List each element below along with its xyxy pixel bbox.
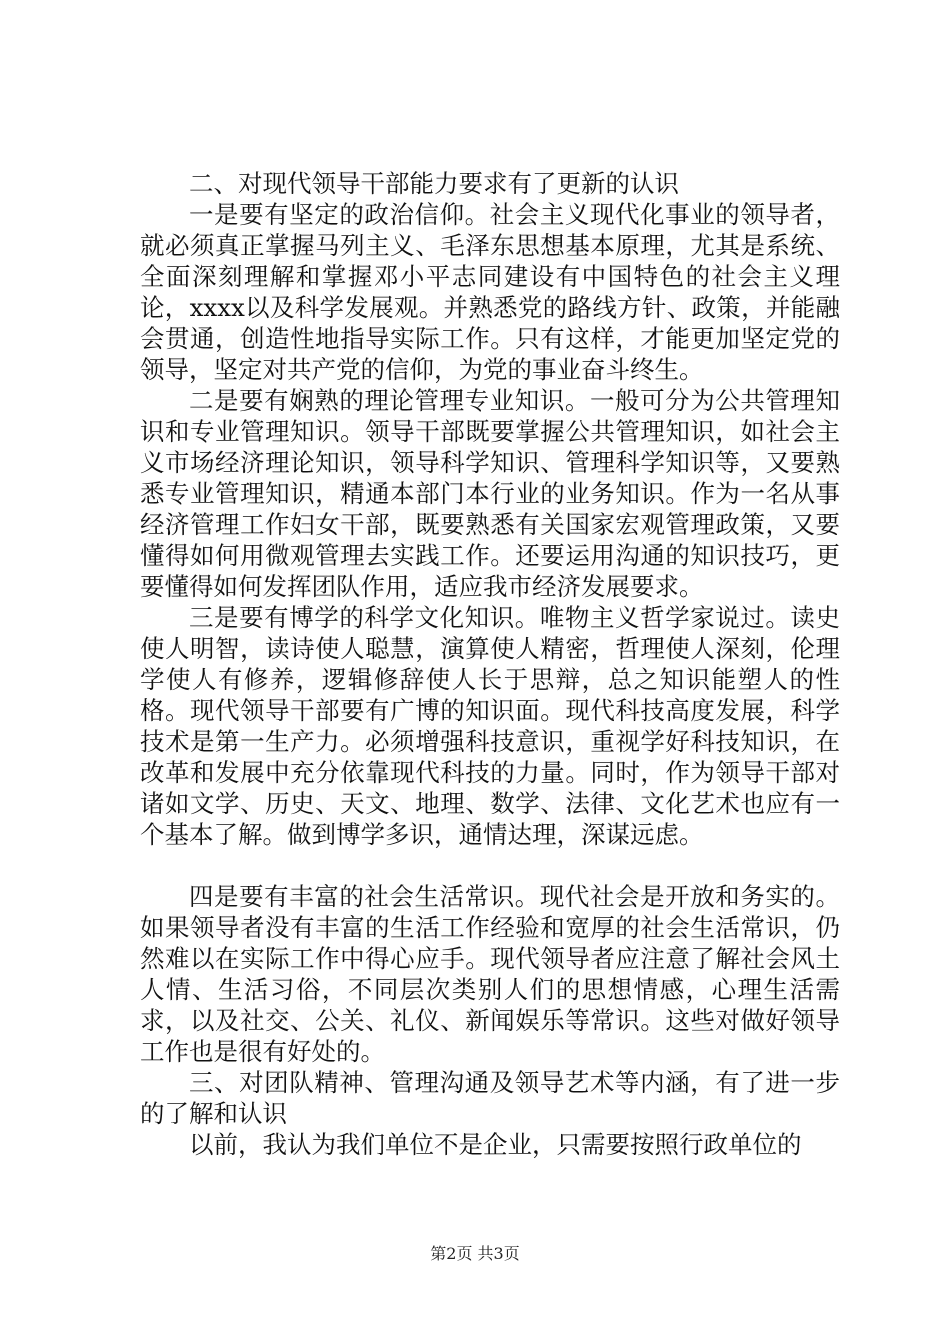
paragraph-previous-view: 以前，我认为我们单位不是企业，只需要按照行政单位的 xyxy=(189,1130,802,1159)
page-footer: 第2页 共3页 xyxy=(430,1244,520,1263)
document-body xyxy=(140,168,840,1160)
section-heading-2: 二、对现代领导干部能力要求有了更新的认识 xyxy=(189,169,679,198)
paragraph-science-culture: 三是要有博学的科学文化知识。唯物主义哲学家说过。读史使人明智，读诗使人聪慧，演算使人精密，哲理使人深刻，伦理学使人有修养，逻辑修辞使人长于思辩，总之知识能塑人的性格。现代领导干部要有广博的知识面。现代科技高度发展，科学技术是第一生产力。必须增强科技意识，重视学好科技知识，在改革和发展中充分依靠现代科技的力量。同时，作为领导干部对诸如文学、历史、天文、地理、数学、法律、文化艺术也应有一个基本了解。做到博学多识，通情达理，深谋远虑。 xyxy=(140,603,840,849)
paragraph-management-knowledge: 二是要有娴熟的理论管理专业知识。一般可分为公共管理知识和专业管理知识。领导干部既要掌握公共管理知识，如社会主义市场经济理论知识，领导科学知识、管理科学知识等，又要熟悉专业管理知识，精通本部门本行业的业务知识。作为一名从事经济管理工作妇女干部，既要熟悉有关国家宏观管理政策，又要懂得如何用微观管理去实践工作。还要运用沟通的知识技巧，更要懂得如何发挥团队作用，适应我市经济发展要求。 xyxy=(140,386,840,601)
section-heading-3: 三、对团队精神、管理沟通及领导艺术等内涵，有了进一步的了解和认识 xyxy=(140,1068,840,1128)
paragraph-social-life: 四是要有丰富的社会生活常识。现代社会是开放和务实的。如果领导者没有丰富的生活工作经验和宽厚的社会生活常识，仍然难以在实际工作中得心应手。现代领导者应注意了解社会风土人情、生活习俗，不同层次类别人们的思想情感，心理生活需求，以及社交、公关、礼仪、新闻娱乐等常识。这些对做好领导工作也是很有好处的。 xyxy=(140,882,840,1066)
paragraph-political-belief: 一是要有坚定的政治信仰。社会主义现代化事业的领导者，就必须真正掌握马列主义、毛泽东思想基本原理，尤其是系统、全面深刻理解和掌握邓小平志同建设有中国特色的社会主义理论，xxxx以及科学发展观。并熟悉党的路线方针、政策，并能融会贯通，创造性地指导实际工作。只有这样，才能更加坚定党的领导，坚定对共产党的信仰，为党的事业奋斗终生。 xyxy=(140,200,840,384)
